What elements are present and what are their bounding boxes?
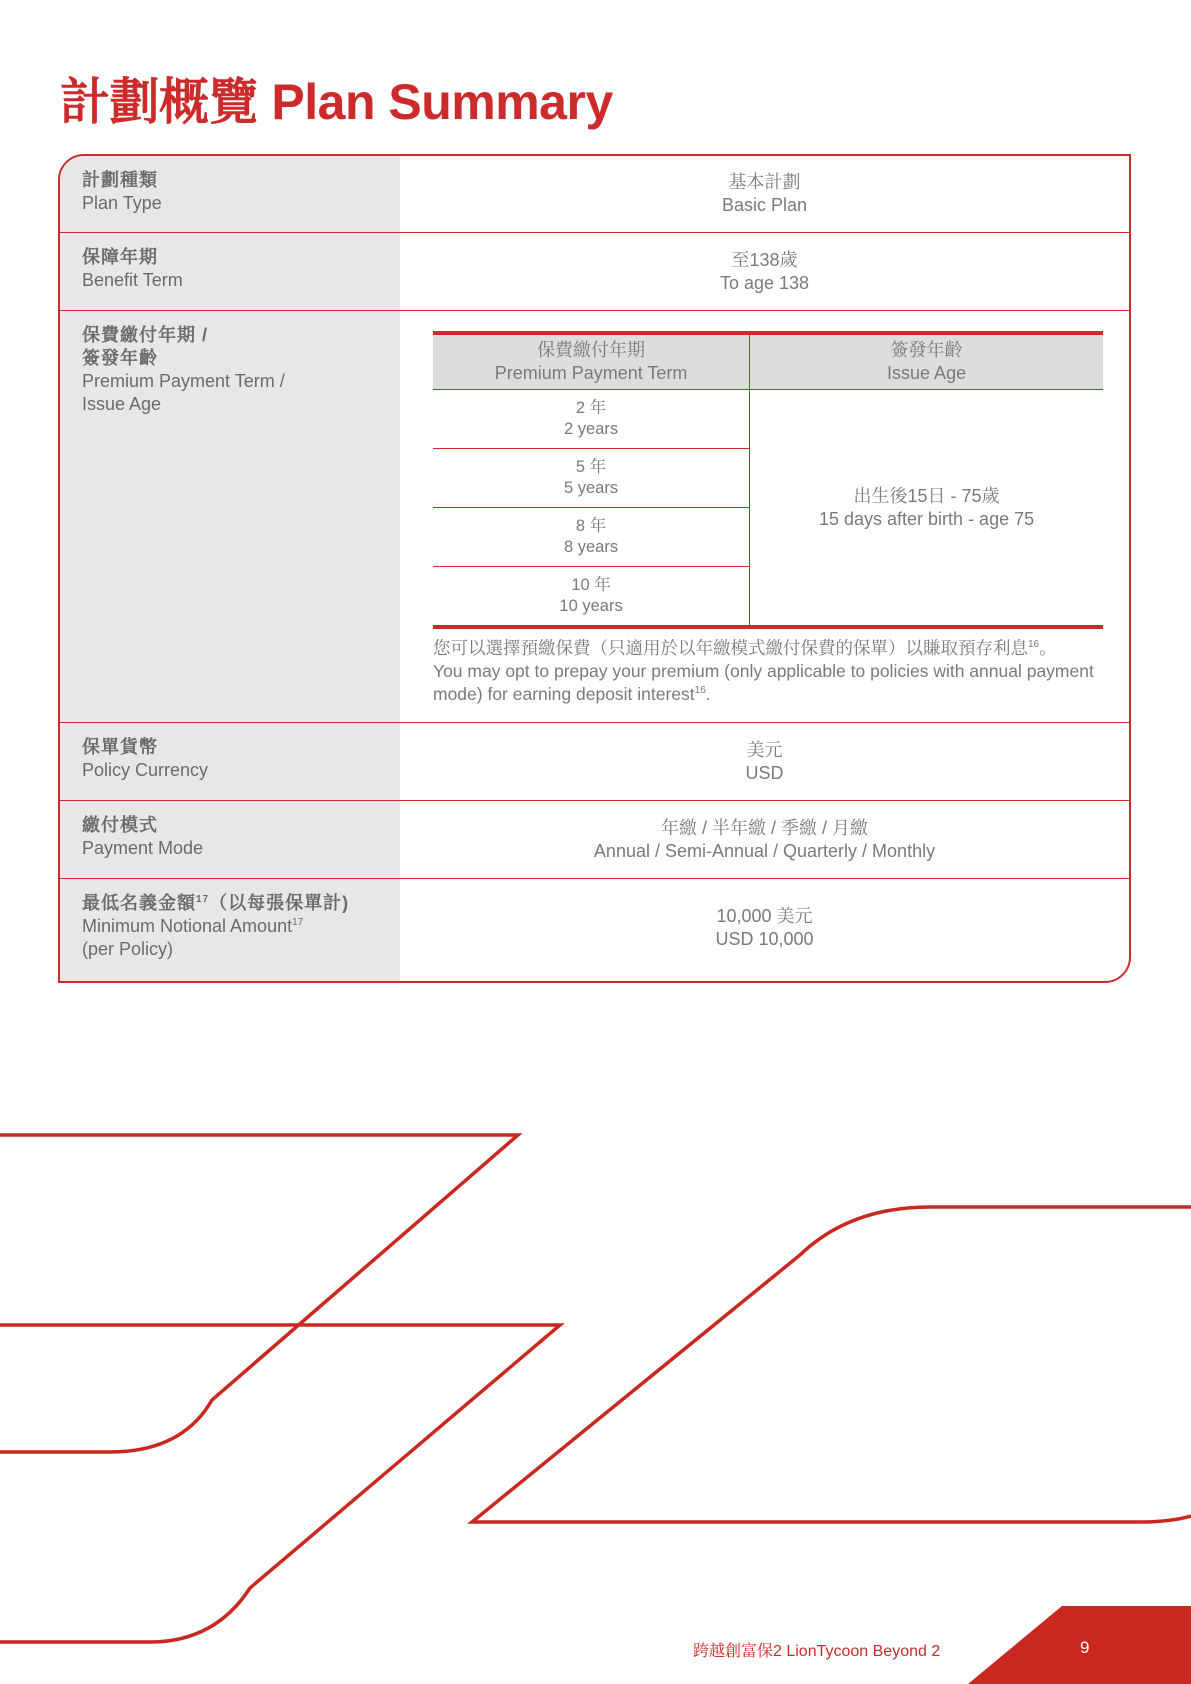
- col-header-premium-term: 保費繳付年期 Premium Payment Term: [433, 333, 750, 390]
- term-cell: 2 年 2 years: [433, 390, 750, 449]
- page-number: 9: [1080, 1638, 1090, 1657]
- term-cell: 10 年 10 years: [559, 576, 623, 615]
- term-cell: 5 年 5 years: [433, 449, 750, 508]
- issue-age-cell: 出生後15日 - 75歲 15 days after birth - age 75: [750, 390, 1103, 628]
- payment-mode-label: 繳付模式 Payment Mode: [60, 801, 400, 878]
- policy-currency-value: 美元 USD: [745, 739, 784, 783]
- plan-type-value: 基本計劃 Basic Plan: [721, 172, 808, 215]
- footer-product-name: 跨越創富保2 LionTycoon Beyond 2: [693, 1643, 941, 1660]
- min-amount-value: 10,000 美元 USD 10,000: [715, 905, 814, 949]
- deco-line-upper: [0, 1135, 518, 1452]
- benefit-term-value: 至138歲 To age 138: [719, 249, 810, 293]
- deco-line-right: [472, 1207, 1191, 1522]
- plan-type-label: 計劃種類 Plan Type: [60, 156, 400, 232]
- prepay-note: 您可以選擇預繳保費（只適用於以年繳模式繳付保費的保單）以賺取預存利息$^{16}$。 You may opt to prepay your premium (only applicable to policies with annual payment mode) for earning deposit interest$^{16}$.: [433, 638, 1094, 704]
- min-amount-label: 最低名義金額$^{17}$（以每張保單計) Minimum Notional Amount$^{17}$ (per Policy): [60, 879, 400, 981]
- premium-term-label: 保費繳付年期 / 簽發年齡 Premium Payment Term / Issue Age: [60, 311, 400, 722]
- deco-line-lower: [0, 1325, 560, 1642]
- payment-mode-value: 年繳 / 半年繳 / 季繳 / 月繳 Annual / Semi-Annual / Quarterly / Monthly: [593, 817, 936, 861]
- term-cell: 8 年 8 years: [433, 508, 750, 567]
- policy-currency-label: 保單貨幣 Policy Currency: [60, 723, 400, 800]
- benefit-term-label: 保障年期 Benefit Term: [60, 233, 400, 310]
- col-header-issue-age: 簽發年齡 Issue Age: [750, 333, 1103, 390]
- page-title: 計劃概覽 Plan Summary: [60, 74, 613, 130]
